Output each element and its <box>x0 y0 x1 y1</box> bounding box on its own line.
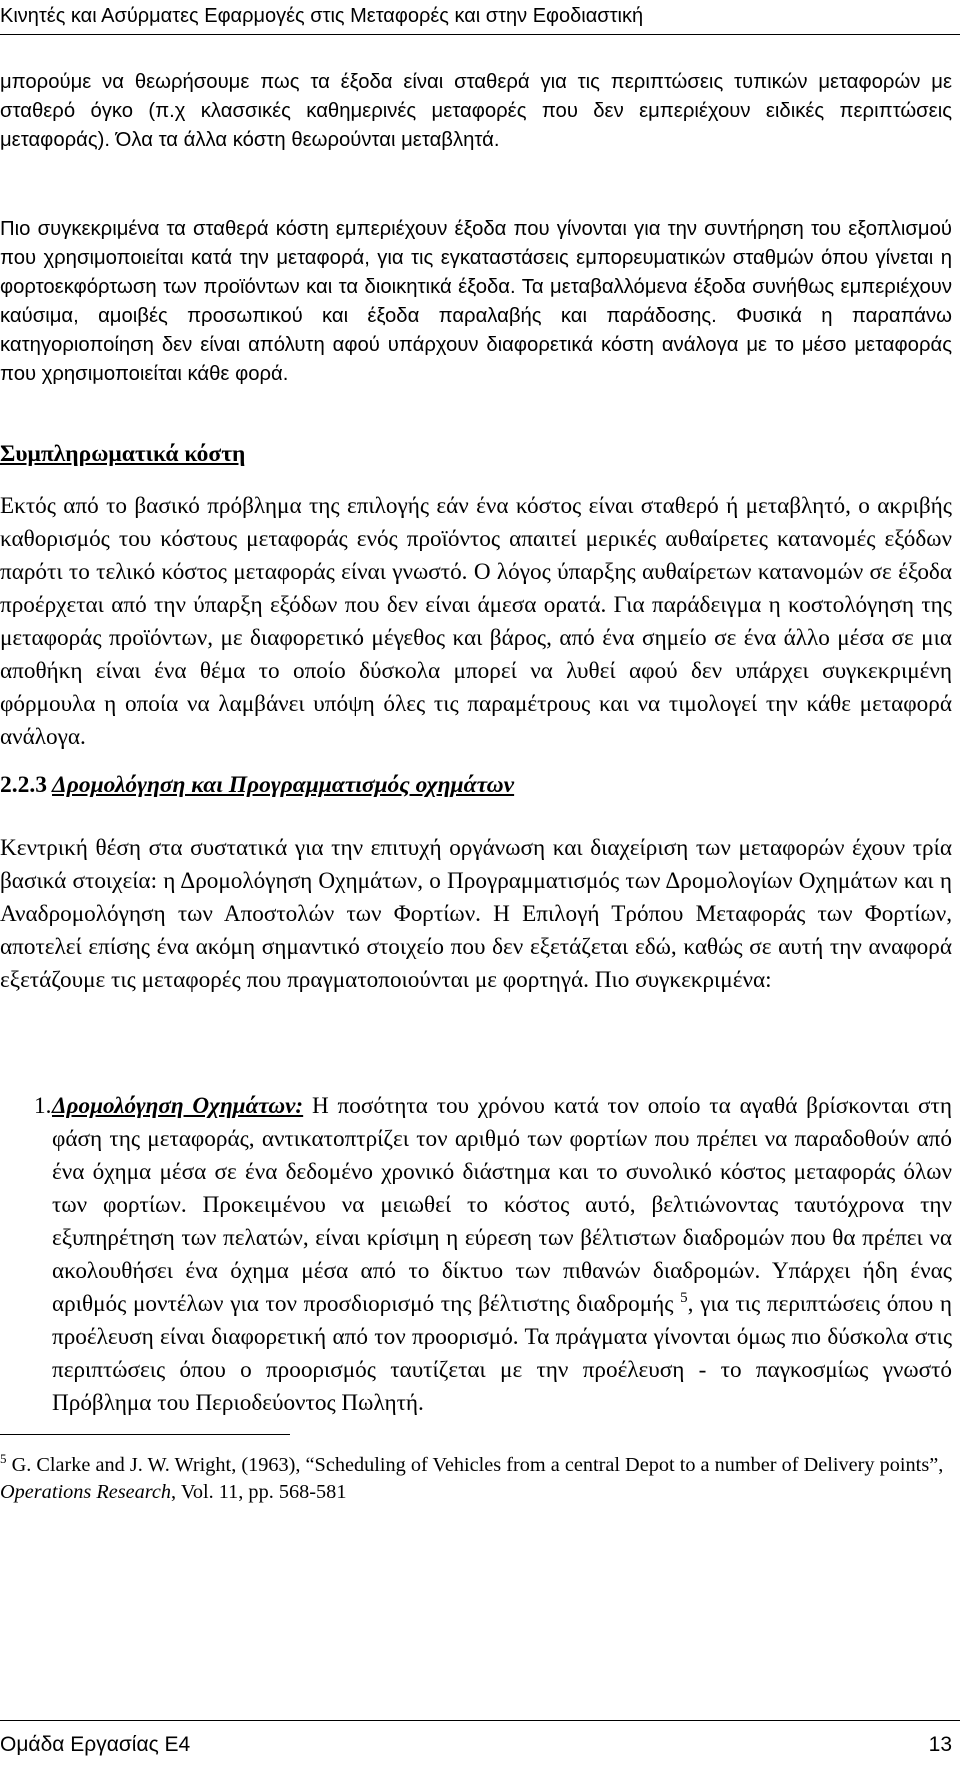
paragraph-fixed-costs: μπορούμε να θεωρήσουμε πως τα έξοδα είναι σταθερά για τις περιπτώσεις τυπικών μεταφορών με σταθερό όγκο (π.χ κλασσικές καθημερινές μεταφορές που δεν εμπεριέχουν ειδικές περιπτώσεις μεταφοράς). Όλα τα άλλα κόστη θεωρούνται μεταβλητά. <box>0 71 952 151</box>
paragraph-supplementary-costs: Εκτός από το βασικό πρόβλημα της επιλογής εάν ένα κόστος είναι σταθερό ή μεταβλητό, ο ακριβής καθορισμός του κόστους μεταφοράς ενός προϊόντος απαιτεί μερικές αυθαίρετες κατανομές εξόδων παρότι το τελικό κόστος μεταφοράς είναι γνωστό. Ο λόγος ύπαρξης αυθαίρετων κατανομών σε έξοδα προέρχεται από την ύπαρξη εξόδων που δεν είναι άμεσα ορατά. Για παράδειγμα η κοστολόγηση της μεταφοράς προϊόντων, με διαφορετικό μέγεθος και βάρος, από ένα σημείο σε ένα άλλο μέσα σε μια αποθήκη είναι ένα θέμα το οποίο δύσκολα μπορεί να λυθεί αφού δεν υπάρχει συγκεκριμένη φόρμουλα η οποία να λαμβάνει υπόψη όλες τις παραμέτρους και να τιμολογεί την κάθε μεταφορά ανάλογα. <box>0 493 952 750</box>
heading-section-2-2-3 <box>0 770 514 800</box>
footer-group-name: Ομάδα Εργασίας Ε4 <box>0 1733 191 1756</box>
list-item-body <box>52 1090 952 1420</box>
list-item-term: Δρομολόγηση Οχημάτων: <box>52 1093 304 1119</box>
footnote-citation: G. Clarke and J. W. Wright, (1963), “Scheduling of Vehicles from a central Depot to a number of Delivery points”, <box>6 1454 944 1476</box>
paragraph-routing-intro: Κεντρική θέση στα συστατικά για την επιτυχή οργάνωση και διαχείριση των μεταφορών έχουν τρία βασικά στοιχεία: η Δρομολόγηση Οχημάτων, ο Προγραμματισμός των Δρομολογίων Οχημάτων και η Αναδρομολόγηση των Αποστολών των Φορτίων. Η Επιλογή Τρόπου Μεταφοράς των Φορτίων, αποτελεί επίσης ένα ακόμη σημαντικό στοιχείο που δεν εξετάζεται εδώ, καθώς σε αυτή την αναφορά εξετάζουμε τις μεταφορές που πραγματοποιούνται με φορτηγά. Πιο συγκεκριμένα: <box>0 835 952 993</box>
paragraph-cost-details: Πιο συγκεκριμένα τα σταθερά κόστη εμπεριέχουν έξοδα που γίνονται για την συντήρηση του εξοπλισμού που χρησιμοποιείται κατά την μεταφορά, για τις εγκαταστάσεις εμπορευματικών σταθμών όπου γίνεται η φορτοεκφόρτωση των προϊόντων και τα διοικητικά έξοδα. Τα μεταβαλλόμενα έξοδα συνήθως εμπεριέχουν καύσιμα, αμοιβές προσωπικού και έξοδα παραλαβής και παράδοσης. Φυσικά η παραπάνω κατηγοριοποίηση δεν είναι απόλυτη αφού υπάρχουν διαφορετικά κόστη ανάλογα με το μέσο μεταφοράς που χρησιμοποιείται κάθε φορά. <box>0 218 952 385</box>
page-number: 13 <box>928 1733 952 1756</box>
list-item-text: Η ποσότητα του χρόνου κατά τον οποίο τα αγαθά βρίσκονται στη φάση της μεταφοράς, αντικατοπτρίζει τον αριθμό των φορτίων που πρέπει να παραδοθούν από ένα όχημα μέσα σε ένα δεδομένο χρονικό διάστημα και το συνολικό κόστος μεταφοράς όλων των φορτίων. Προκειμένου να μειωθεί το κόστος αυτό, βελτιώνοντας ταυτόχρονα την εξυπηρέτηση των πελατών, είναι κρίσιμη η εύρεση των βέλτιστων διαδρομών που θα πρέπει να ακολουθήσει ένα όχημα μέσα από το δίκτυο των πιθανών διαδρομών. Υπάρχει ήδη ένας αριθμός μοντέλων για τον προσδιορισμό της βέλτιστης διαδρομής <box>52 1093 952 1317</box>
footnote-separator <box>0 1434 290 1435</box>
footnote <box>0 1452 952 1506</box>
section-number: 2.2.3 <box>0 772 47 798</box>
list-marker: 1. <box>34 1093 52 1119</box>
footer-rule <box>0 1720 960 1721</box>
footnote-journal: Operations Research <box>0 1481 172 1503</box>
running-header: Κινητές και Ασύρματες Εφαρμογές στις Μεταφορές και στην Εφοδιαστική <box>0 5 644 27</box>
header-rule <box>0 34 960 35</box>
footnote-reference[interactable]: 5 <box>680 1290 688 1306</box>
section-title: Δρομολόγηση και Προγραμματισμός οχημάτων <box>52 772 515 798</box>
list-item-text-continued: , για τις περιπτώσεις όπου η προέλευση είναι διαφορετική από τον προορισμό. Τα πράγματα γίνονται όμως πιο δύσκολα στις περιπτώσεις όπου ο προορισμός ταυτίζεται με την προέλευση - το παγκοσμίως γνωστό Πρόβλημα του Περιοδεύοντος Πωλητή. <box>52 1291 952 1416</box>
heading-supplementary-costs: Συμπληρωματικά κόστη <box>0 441 246 467</box>
footnote-volume: , Vol. 11, pp. 568-581 <box>171 1481 347 1503</box>
footnote-number: 5 <box>0 1451 7 1466</box>
